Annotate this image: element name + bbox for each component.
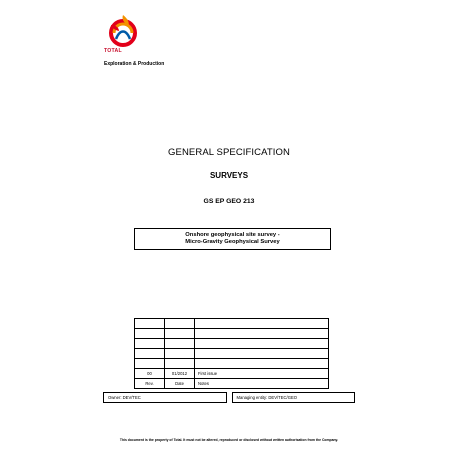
table-row bbox=[135, 359, 329, 369]
notes-cell: First issue bbox=[195, 369, 329, 379]
date-cell: 01/2012 bbox=[165, 369, 195, 379]
total-logo-icon bbox=[106, 13, 140, 49]
date-header: Date bbox=[165, 379, 195, 389]
document-reference: GS EP GEO 213 bbox=[203, 198, 255, 205]
spec-heading: GENERAL SPECIFICATION bbox=[168, 147, 290, 158]
confidentiality-notice: This document is the property of Total. It must not be altered, reproduced or disclosed without written authorisation from the Company. bbox=[119, 438, 339, 442]
table-row bbox=[135, 319, 329, 329]
document-subject: SURVEYS bbox=[209, 171, 249, 180]
document-title-line2: Micro-Gravity Geophysical Survey bbox=[185, 239, 280, 245]
table-row bbox=[135, 339, 329, 349]
notes-header: Notes bbox=[195, 379, 329, 389]
brand-name: TOTAL bbox=[104, 48, 122, 54]
table-header-row bbox=[135, 379, 329, 389]
document-title-box bbox=[134, 228, 331, 250]
table-row bbox=[135, 329, 329, 339]
owner-cell: Owner: DEV/TEC bbox=[104, 393, 227, 403]
rev-cell: 00 bbox=[135, 369, 165, 379]
revision-table bbox=[134, 318, 329, 389]
managing-entity-cell: Managing entity: DEV/TEC/GEO bbox=[232, 393, 355, 403]
division-label: Exploration & Production bbox=[104, 61, 165, 67]
document-title-line1: Onshore geophysical site survey - bbox=[185, 232, 280, 238]
table-row bbox=[135, 349, 329, 359]
rev-header: Rev. bbox=[135, 379, 165, 389]
table-row bbox=[135, 369, 329, 379]
ownership-table bbox=[103, 392, 355, 403]
